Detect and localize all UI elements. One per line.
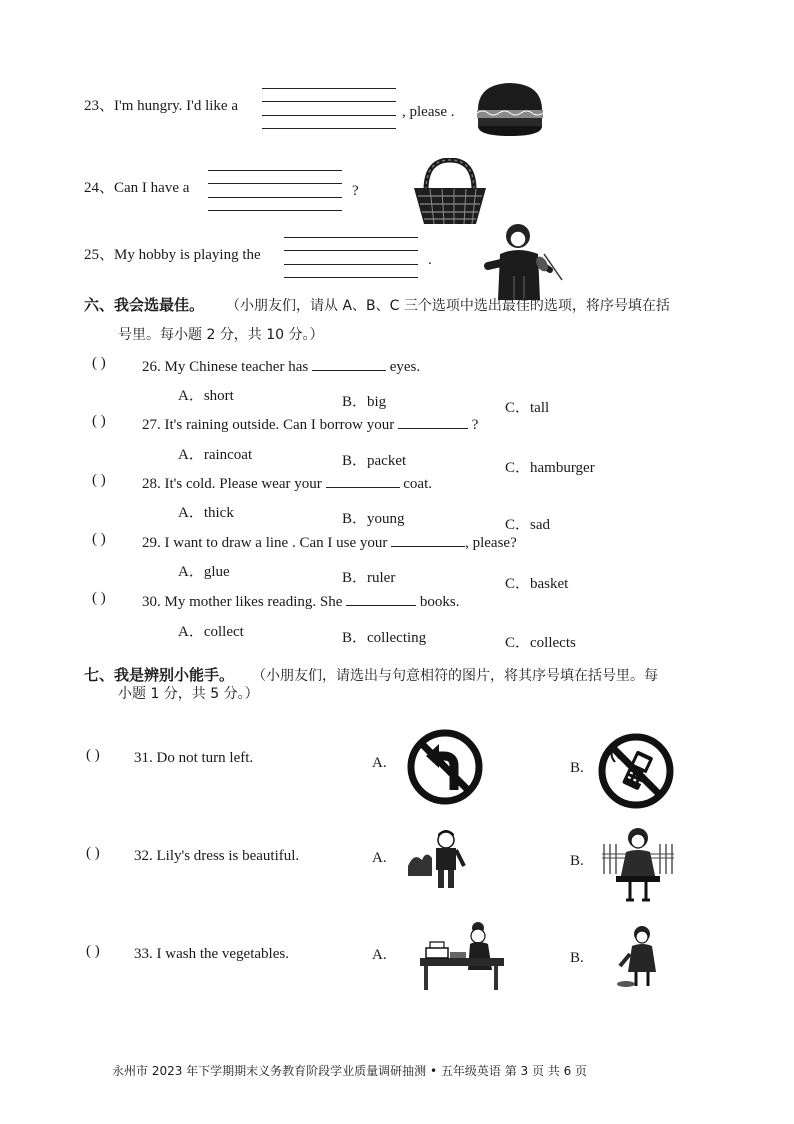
option-b: B．collecting [342, 630, 427, 646]
answer-paren[interactable]: ( ) [92, 413, 106, 429]
option-a: A. [372, 850, 387, 866]
option-b: B. [570, 853, 584, 869]
question-31: 31. Do not turn left. [134, 750, 254, 766]
option-b: B. [570, 950, 584, 966]
question-suffix: ? [352, 183, 359, 199]
question-suffix: . [428, 252, 432, 268]
question-number: 30. [142, 594, 161, 610]
option-b: B．ruler [342, 570, 396, 586]
question-32: 32. Lily's dress is beautiful. [134, 848, 300, 864]
question-suffix: , please . [402, 104, 455, 120]
answer-paren[interactable]: ( ) [92, 472, 106, 488]
no-phone-sign-icon [597, 732, 675, 810]
answer-paren[interactable]: ( ) [92, 355, 106, 371]
question-text: My hobby is playing the [114, 247, 261, 263]
writing-line[interactable] [284, 250, 418, 251]
writing-line[interactable] [208, 210, 342, 211]
question-23 [84, 94, 238, 115]
section-6-instruction: （小朋友们，请从 A、B、C 三个选项中选出最佳的选项，将序号填在括 [226, 298, 670, 314]
option-a: A．thick [178, 505, 234, 521]
answer-paren[interactable]: ( ) [92, 590, 106, 606]
option-b: B．young [342, 511, 405, 527]
question-suffix: eyes. [389, 359, 421, 375]
option-c: C．tall [505, 400, 550, 416]
question-number: 28. [142, 476, 161, 492]
section-7-instruction: 小题 1 分，共 5 分。） [118, 686, 259, 702]
section-6-heading: 六、我会选最佳。 [84, 296, 205, 314]
no-left-turn-sign-icon [406, 728, 484, 806]
question-25 [84, 243, 261, 264]
question-24 [84, 176, 189, 197]
option-a: A. [372, 947, 387, 963]
answer-blank[interactable] [346, 591, 416, 606]
girl-washing-icon [616, 924, 662, 992]
writing-line[interactable] [208, 183, 342, 184]
question-30 [142, 591, 459, 611]
violin-player-icon [484, 220, 564, 302]
question-number: 29. [142, 535, 161, 551]
question-suffix: ? [471, 417, 479, 433]
writing-line[interactable] [284, 237, 418, 238]
section-7-heading: 七、我是辨别小能手。 [84, 666, 235, 684]
question-26 [142, 356, 420, 376]
question-33: 33. I wash the vegetables. [134, 946, 289, 962]
writing-line[interactable] [208, 197, 342, 198]
option-c: C．hamburger [505, 460, 595, 476]
answer-blank[interactable] [391, 532, 465, 547]
option-a: A．short [178, 388, 234, 404]
basket-icon [412, 158, 488, 228]
option-a: A. [372, 755, 387, 771]
question-number: 23、 [84, 98, 115, 114]
question-text: I'm hungry. I'd like a [114, 98, 238, 114]
writing-line[interactable] [284, 264, 418, 265]
question-number: 26. [142, 359, 161, 375]
writing-line[interactable] [262, 88, 396, 89]
option-a: A．glue [178, 564, 230, 580]
question-text: It's cold. Please wear your [164, 476, 322, 492]
question-29 [142, 532, 517, 552]
question-text: It's raining outside. Can I borrow your [164, 417, 395, 433]
girl-in-dress-icon [602, 824, 674, 904]
option-c: C．sad [505, 517, 551, 533]
option-b: B．packet [342, 453, 407, 469]
option-b: B. [570, 760, 584, 776]
question-number: 27. [142, 417, 161, 433]
section-6-instruction: 号里。每小题 2 分，共 10 分。） [118, 327, 324, 343]
question-number: 25、 [84, 247, 115, 263]
question-text: My Chinese teacher has [164, 359, 309, 375]
question-text: I want to draw a line . Can I use your [164, 535, 388, 551]
question-suffix: , please? [465, 535, 517, 551]
option-b: B．big [342, 394, 387, 410]
answer-blank[interactable] [326, 473, 400, 488]
section-7-instruction: （小朋友们，请选出与句意相符的图片，将其序号填在括号里。每 [252, 668, 658, 684]
writing-line[interactable] [262, 128, 396, 129]
page-footer: 永州市 2023 年下学期期末义务教育阶段学业质量调研抽测 • 五年级英语 第 3 页 共 6 页 [112, 1064, 588, 1078]
answer-paren[interactable]: ( ) [86, 943, 100, 959]
question-number: 24、 [84, 180, 115, 196]
girl-cooking-icon [416, 918, 506, 992]
question-27 [142, 414, 478, 434]
hamburger-icon [474, 80, 546, 140]
writing-line[interactable] [262, 115, 396, 116]
option-c: C．basket [505, 576, 569, 592]
answer-blank[interactable] [312, 356, 386, 371]
option-a: A．collect [178, 624, 244, 640]
writing-line[interactable] [262, 101, 396, 102]
answer-paren[interactable]: ( ) [86, 845, 100, 861]
question-suffix: coat. [403, 476, 432, 492]
boy-in-garden-icon [408, 826, 470, 892]
question-suffix: books. [419, 594, 460, 610]
question-text: Can I have a [114, 180, 190, 196]
question-28 [142, 473, 432, 493]
answer-paren[interactable]: ( ) [92, 531, 106, 547]
option-a: A．raincoat [178, 447, 253, 463]
question-text: My mother likes reading. She [164, 594, 343, 610]
option-c: C．collects [505, 635, 576, 651]
answer-blank[interactable] [398, 414, 468, 429]
writing-line[interactable] [284, 277, 418, 278]
writing-line[interactable] [208, 170, 342, 171]
answer-paren[interactable]: ( ) [86, 747, 100, 763]
